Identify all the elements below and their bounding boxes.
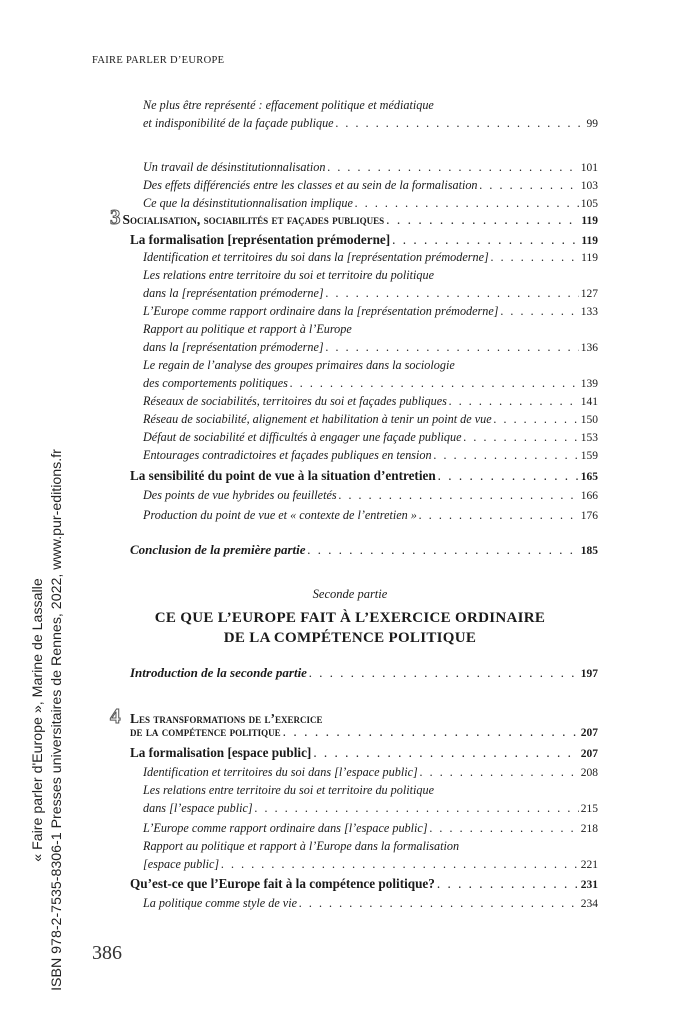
toc-line [143,340,598,358]
toc-entry-sub[interactable] [143,98,598,134]
toc-line [143,178,598,196]
copyright-sidebar [20,449,92,991]
dot-leader [299,896,579,911]
toc-entry-title: La politique comme style de vie [143,896,297,910]
toc-line [143,116,598,134]
toc-page-number: 176 [580,510,598,522]
dot-leader [501,304,579,319]
toc-page-number: 185 [580,545,598,557]
toc-entry-title: L’Europe comme rapport ordinaire dans la [représentation prémoderne] [143,304,499,318]
sidebar-line-title: « Faire parler d'Europe », Marine de Lassalle [30,578,46,862]
toc-entry-title: La formalisation [représentation prémoderne] [130,232,391,247]
toc-entry-part[interactable] [130,542,598,560]
toc-entry-sec[interactable] [130,876,598,894]
toc-line [143,448,598,466]
toc-entry-part[interactable] [130,665,598,683]
toc-entry-title: La sensibilité du point de vue à la situation d’entretien [130,468,436,483]
dot-leader [221,857,579,872]
toc-entry-sub[interactable] [143,508,598,526]
toc-line [143,508,598,526]
toc-entry-sub[interactable] [143,765,598,783]
toc-line [143,394,598,412]
part-label: Seconde partie [312,587,388,601]
toc-page-number: 139 [580,378,598,390]
toc-entry-title: L’Europe comme rapport ordinaire dans [l’espace public] [143,821,428,835]
dot-leader [308,542,579,558]
toc-entry-sub[interactable] [143,430,598,448]
dot-leader [392,232,579,248]
toc-page-number: 127 [580,288,598,300]
dot-leader [255,801,579,816]
dot-leader [326,340,579,355]
toc-page-number: 119 [581,235,598,247]
toc-entry-sub[interactable] [143,448,598,466]
toc-entry-sub[interactable] [143,178,598,196]
toc-line [143,358,598,376]
dot-leader [309,665,579,681]
page-number: 386 [92,942,122,964]
toc-line [130,468,598,486]
toc-entry-sub[interactable] [143,322,598,358]
toc-entry-title: Identification et territoires du soi dans [l’espace public] [143,765,418,779]
dot-leader [386,212,579,228]
toc-entry-title: Ne plus être représenté : effacement politique et médiatique [143,98,434,112]
toc-entry-title: des comportements politiques [143,376,288,390]
toc-entry-sub[interactable] [143,896,598,914]
toc-line [110,205,598,229]
toc-entry-sub[interactable] [143,358,598,394]
sidebar-line-isbn: ISBN 978-2-7535-8306-1 Presses universitaires de Rennes, 2022, www.pur-editions.fr [49,449,65,991]
toc-line [143,801,598,819]
dot-leader [480,178,579,193]
toc-entry-title: [espace public] [143,857,220,871]
part-title-line: CE QUE L’EUROPE FAIT À L’EXERCICE ORDINAIRE [154,610,546,626]
toc-page-number: 133 [580,306,598,318]
toc-entry-title: Réseaux de sociabilités, territoires du soi et façades publiques [143,394,447,408]
part-title-line: DE LA COMPÉTENCE POLITIQUE [223,630,477,646]
toc-line [143,821,598,839]
toc-entry-sub[interactable] [143,160,598,178]
toc-entry-sec[interactable] [130,745,598,763]
toc-line [143,765,598,783]
toc-line [130,745,598,763]
toc-line [143,839,598,857]
dot-leader [313,745,578,761]
toc-entry-title: Les relations entre territoire du soi et territoire du politique [143,783,435,797]
toc-page-number: 165 [580,471,598,483]
toc-line [143,376,598,394]
toc-entry-title: Conclusion de la première partie [130,542,306,557]
toc-entry-title: Réseau de sociabilité, alignement et habilitation à tenir un point de vue [143,412,492,426]
toc-entry-title: de la compétence politique [130,724,281,739]
toc-line [130,665,598,683]
toc-line [130,542,598,560]
toc-entry-title: Rapport au politique et rapport à l’Europe dans la formalisation [143,839,460,853]
toc-entry-title: Des points de vue hybrides ou feuilletés [143,488,337,502]
toc-entry-title: Les transformations de l’exercice [130,711,323,726]
toc-page-number: 197 [580,668,598,680]
toc-entry-title: Production du point de vue et « contexte de l’entretien » [143,508,417,522]
toc-entry-sub[interactable] [143,488,598,506]
toc-entry-title: Un travail de désinstitutionnalisation [143,160,326,174]
dot-leader [283,724,579,740]
toc-page-number: 119 [581,252,598,264]
toc-entry-sec[interactable] [130,468,598,486]
toc-entry-title: Les relations entre territoire du soi et territoire du politique [143,268,435,282]
toc-page-number: 207 [580,748,598,760]
toc-line [110,724,598,744]
toc-page-number: 231 [580,879,598,891]
toc-entry-title: Rapport au politique et rapport à l’Europe [143,322,352,336]
toc-line [143,896,598,914]
dot-leader [327,160,578,175]
toc-line [143,98,598,116]
toc-page-number: 159 [580,450,598,462]
toc-entry-title: La formalisation [espace public] [130,745,312,760]
toc-line [143,322,598,340]
part-title [0,608,700,648]
dot-leader [464,430,579,445]
toc-line [143,286,598,304]
toc-entry-title: dans [l’espace public] [143,801,253,815]
toc-line [143,412,598,430]
toc-page-number: 101 [580,162,598,174]
toc-page-number: 119 [581,215,598,227]
dot-leader [437,876,579,892]
toc-line [143,250,598,268]
toc-line [130,876,598,894]
dot-leader [494,412,579,427]
toc-entry-sec[interactable] [130,232,598,250]
dot-leader [326,286,579,301]
toc-entry-sub[interactable] [143,412,598,430]
toc-entry-sub[interactable] [143,250,598,268]
toc-line [143,488,598,506]
dot-leader [339,488,579,503]
toc-entry-title: Le regain de l’analyse des groupes primaires dans la sociologie [143,358,455,372]
dot-leader [438,468,579,484]
toc-line [143,783,598,801]
toc-entry-title: et indisponibilité de la façade publique [143,116,334,130]
toc-page-number: 208 [580,767,598,779]
toc-entry-title: Identification et territoires du soi dans la [représentation prémoderne] [143,250,489,264]
toc-line [143,857,598,875]
toc-entry-sub[interactable] [143,839,598,875]
toc-page-number: 218 [580,823,598,835]
toc-entry-title: Qu’est-ce que l’Europe fait à la compétence politique? [130,876,435,891]
toc-line [143,160,598,178]
toc-page-number: 99 [586,118,598,130]
toc-line [110,704,598,728]
toc-line [143,430,598,448]
toc-entry-sub[interactable] [143,268,598,304]
toc-page-number: 150 [580,414,598,426]
toc-page-number: 221 [580,859,598,871]
toc-entry-chapter[interactable] [110,205,598,229]
toc-line [143,304,598,322]
toc-entry-chapter[interactable] [110,704,598,744]
toc-entry-title: Socialisation, sociabilités et façades publiques [122,212,385,227]
toc-line [143,268,598,286]
dot-leader [491,250,579,265]
dot-leader [430,821,579,836]
toc-page-number: 103 [580,180,598,192]
toc-line [130,232,598,250]
toc-entry-sub[interactable] [143,783,598,819]
toc-entry-title: dans la [représentation prémoderne] [143,340,324,354]
toc-entry-title: Ce que la désinstitutionnalisation implique [143,196,353,210]
toc-entry-title: Introduction de la seconde partie [130,665,307,680]
dot-leader [336,116,585,131]
toc-entry-title: Entourages contradictoires et façades publiques en tension [143,448,432,462]
toc-page-number: 207 [580,727,598,739]
toc-entry-title: Des effets différenciés entre les classes et au sein de la formalisation [143,178,478,192]
dot-leader [419,508,579,523]
toc-entry-title: Défaut de sociabilité et difficultés à engager une façade publique [143,430,462,444]
dot-leader [290,376,579,391]
chapter-number: 3 [110,205,121,229]
toc-page-number: 136 [580,342,598,354]
toc-entry-sub[interactable] [143,304,598,322]
toc-entry-sub[interactable] [143,821,598,839]
toc-page-number: 153 [580,432,598,444]
toc-page-number: 141 [580,396,598,408]
toc-entry-title: dans la [représentation prémoderne] [143,286,324,300]
toc-page-number: 166 [580,490,598,502]
toc-page-number: 234 [580,898,598,910]
toc-entry-sub[interactable] [143,394,598,412]
running-head: FAIRE PARLER D’EUROPE [92,55,225,66]
dot-leader [420,765,579,780]
toc-page-number: 215 [580,803,598,815]
chapter-number: 4 [110,704,121,728]
dot-leader [449,394,579,409]
dot-leader [434,448,579,463]
toc-page-number: 105 [580,198,598,210]
